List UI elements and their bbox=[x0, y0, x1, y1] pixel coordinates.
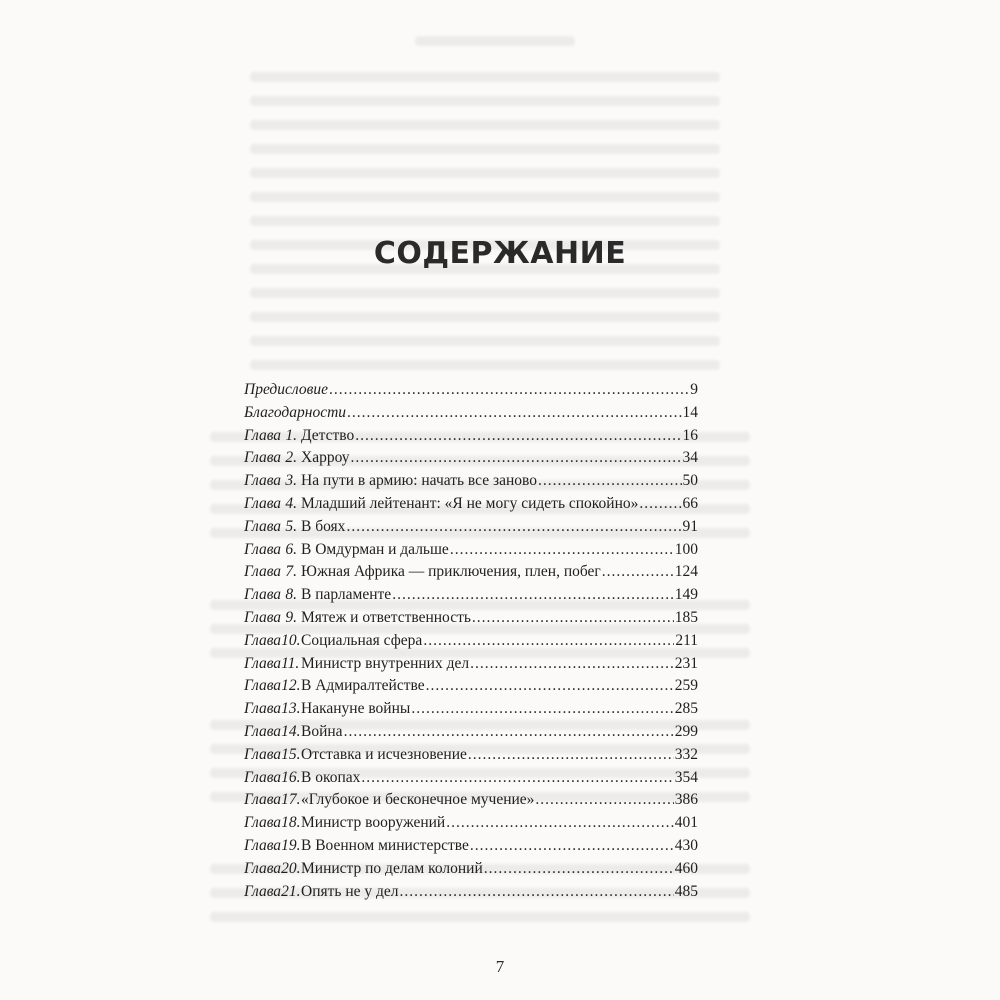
dot-leader bbox=[470, 655, 674, 673]
chapter-number: 11. bbox=[281, 654, 300, 672]
dot-leader bbox=[484, 860, 674, 878]
entry-page-number: 386 bbox=[674, 791, 698, 809]
toc-entry bbox=[244, 541, 698, 564]
dot-leader bbox=[639, 495, 681, 513]
dot-leader bbox=[538, 472, 682, 490]
entry-title: В окопах bbox=[301, 768, 361, 786]
dot-leader bbox=[426, 677, 674, 695]
entry-page-number: 485 bbox=[674, 882, 698, 900]
entry-page-number: 401 bbox=[674, 814, 698, 832]
chapter-number: 9. bbox=[285, 608, 297, 626]
chapter-number: 2. bbox=[285, 449, 297, 467]
entry-title: «Глубокое и бесконечное мучение» bbox=[301, 791, 535, 809]
entry-page-number: 259 bbox=[674, 677, 698, 695]
toc-entry bbox=[244, 518, 698, 541]
chapter-number: 15. bbox=[281, 745, 301, 763]
chapter-word: Глава bbox=[244, 882, 282, 900]
dot-leader bbox=[355, 427, 681, 445]
entry-title: Детство bbox=[301, 426, 355, 444]
dot-leader bbox=[361, 769, 673, 787]
entry-page-number: 91 bbox=[682, 517, 698, 535]
chapter-label bbox=[244, 677, 299, 695]
entry-title: В боях bbox=[301, 517, 346, 535]
toc-entry bbox=[244, 563, 698, 586]
chapter-label bbox=[244, 883, 299, 901]
table-of-contents bbox=[244, 381, 698, 905]
entry-title: Отставка и исчезновение bbox=[301, 745, 467, 763]
dot-leader bbox=[347, 404, 681, 422]
entry-title: Младший лейтенант: «Я не могу сидеть спокойно» bbox=[301, 494, 639, 512]
chapter-word: Глава bbox=[244, 586, 282, 604]
chapter-label bbox=[244, 495, 299, 513]
chapter-label bbox=[244, 700, 299, 718]
chapter-label bbox=[244, 655, 299, 673]
toc-entry bbox=[244, 814, 698, 837]
entry-title: Министр по делам колоний bbox=[301, 859, 483, 877]
entry-page-number: 66 bbox=[682, 494, 698, 512]
dot-leader bbox=[535, 791, 673, 809]
chapter-label bbox=[244, 563, 299, 581]
entry-title: В Омдурман и дальше bbox=[301, 540, 449, 558]
chapter-number: 10. bbox=[281, 631, 301, 649]
chapter-label bbox=[244, 860, 299, 878]
toc-entry bbox=[244, 860, 698, 883]
chapter-number: 3. bbox=[285, 472, 297, 490]
entry-title: В Военном министерстве bbox=[301, 836, 469, 854]
chapter-number: 4. bbox=[285, 494, 297, 512]
dot-leader bbox=[411, 700, 673, 718]
entry-page-number: 231 bbox=[674, 654, 698, 672]
dot-leader bbox=[446, 814, 674, 832]
entry-title: В Адмиралтействе bbox=[301, 677, 425, 695]
dot-leader bbox=[470, 837, 674, 855]
entry-title: Министр внутренних дел bbox=[301, 654, 470, 672]
chapter-word: Глава bbox=[244, 745, 282, 763]
chapter-word: Глава bbox=[244, 722, 282, 740]
chapter-label bbox=[244, 814, 299, 832]
dot-leader bbox=[350, 449, 681, 467]
toc-entry bbox=[244, 677, 698, 700]
toc-entry bbox=[244, 655, 698, 678]
entry-page-number: 50 bbox=[682, 472, 698, 490]
page-title: СОДЕРЖАНИЕ bbox=[373, 236, 627, 271]
chapter-word: Глава bbox=[244, 768, 282, 786]
entry-page-number: 14 bbox=[682, 403, 698, 421]
chapter-label bbox=[244, 837, 299, 855]
dot-leader bbox=[423, 632, 674, 650]
toc-entry bbox=[244, 586, 698, 609]
chapter-number: 8. bbox=[285, 586, 297, 604]
chapter-word: Глава bbox=[244, 836, 282, 854]
dot-leader bbox=[602, 563, 674, 581]
chapter-label bbox=[244, 746, 299, 764]
entry-page-number: 16 bbox=[682, 426, 698, 444]
toc-entry bbox=[244, 427, 698, 450]
chapter-word: Глава bbox=[244, 449, 282, 467]
chapter-word: Глава bbox=[244, 814, 282, 832]
entry-title: Министр вооружений bbox=[301, 814, 446, 832]
entry-page-number: 460 bbox=[674, 859, 698, 877]
chapter-number: 6. bbox=[285, 540, 297, 558]
toc-entry bbox=[244, 609, 698, 632]
chapter-word: Глава bbox=[244, 654, 282, 672]
chapter-word: Глава bbox=[244, 700, 282, 718]
entry-page-number: 9 bbox=[690, 381, 698, 398]
chapter-number: 18. bbox=[281, 814, 301, 832]
entry-title: Южная Африка — приключения, плен, побег bbox=[301, 563, 601, 581]
chapter-label bbox=[244, 632, 299, 650]
toc-entry bbox=[244, 746, 698, 769]
chapter-number: 19. bbox=[281, 836, 301, 854]
toc-entry bbox=[244, 381, 698, 404]
toc-entry bbox=[244, 495, 698, 518]
toc-entry bbox=[244, 632, 698, 655]
chapter-number: 5. bbox=[285, 517, 297, 535]
entry-page-number: 332 bbox=[674, 745, 698, 763]
chapter-word: Глава bbox=[244, 677, 282, 695]
dot-leader bbox=[329, 381, 689, 399]
chapter-label bbox=[244, 427, 299, 445]
entry-title: Накануне войны bbox=[301, 700, 411, 718]
chapter-word: Глава bbox=[244, 494, 282, 512]
chapter-label bbox=[244, 586, 299, 604]
chapter-word: Глава bbox=[244, 859, 282, 877]
toc-entry bbox=[244, 769, 698, 792]
chapter-number: 7. bbox=[285, 563, 297, 581]
chapter-word: Глава bbox=[244, 791, 282, 809]
chapter-label bbox=[244, 791, 299, 809]
entry-title: На пути в армию: начать все заново bbox=[301, 472, 537, 490]
entry-title: Мятеж и ответственность bbox=[301, 608, 471, 626]
entry-page-number: 285 bbox=[674, 700, 698, 718]
entry-title: Благодарности bbox=[244, 403, 347, 421]
chapter-number: 13. bbox=[281, 700, 301, 718]
chapter-label bbox=[244, 472, 299, 490]
chapter-word: Глава bbox=[244, 426, 282, 444]
entry-page-number: 34 bbox=[682, 449, 698, 467]
toc-entry bbox=[244, 472, 698, 495]
toc-entry bbox=[244, 449, 698, 472]
entry-page-number: 354 bbox=[674, 768, 698, 786]
entry-title: Харроу bbox=[301, 449, 350, 467]
entry-title: Опять не у дел bbox=[301, 882, 399, 900]
chapter-number: 21. bbox=[281, 882, 301, 900]
dot-leader bbox=[450, 541, 674, 559]
entry-page-number: 124 bbox=[674, 563, 698, 581]
toc-entry bbox=[244, 837, 698, 860]
toc-entry bbox=[244, 791, 698, 814]
chapter-number: 16. bbox=[281, 768, 301, 786]
entry-page-number: 185 bbox=[674, 608, 698, 626]
dot-leader bbox=[400, 883, 674, 901]
dot-leader bbox=[346, 518, 681, 536]
chapter-number: 17. bbox=[281, 791, 301, 809]
chapter-word: Глава bbox=[244, 540, 282, 558]
entry-title: Социальная сфера bbox=[301, 631, 423, 649]
dot-leader bbox=[468, 746, 674, 764]
chapter-word: Глава bbox=[244, 631, 282, 649]
chapter-word: Глава bbox=[244, 563, 282, 581]
entry-page-number: 211 bbox=[675, 631, 698, 649]
entry-title: Война bbox=[301, 722, 343, 740]
dot-leader bbox=[392, 586, 674, 604]
chapter-word: Глава bbox=[244, 517, 282, 535]
chapter-label bbox=[244, 769, 299, 787]
toc-entry bbox=[244, 700, 698, 723]
chapter-label bbox=[244, 609, 299, 627]
dot-leader bbox=[472, 609, 674, 627]
chapter-number: 14. bbox=[281, 722, 301, 740]
chapter-number: 1. bbox=[285, 426, 297, 444]
entry-title: Предисловие bbox=[244, 381, 328, 398]
entry-page-number: 299 bbox=[674, 722, 698, 740]
toc-entry bbox=[244, 723, 698, 746]
chapter-label bbox=[244, 449, 299, 467]
chapter-number: 20. bbox=[281, 859, 301, 877]
chapter-number: 12. bbox=[281, 677, 301, 695]
entry-page-number: 149 bbox=[674, 586, 698, 604]
chapter-label bbox=[244, 518, 299, 536]
toc-entry bbox=[244, 404, 698, 427]
chapter-word: Глава bbox=[244, 608, 282, 626]
chapter-label bbox=[244, 723, 299, 741]
page-number: 7 bbox=[495, 957, 505, 976]
toc-entry bbox=[244, 883, 698, 906]
entry-page-number: 100 bbox=[674, 540, 698, 558]
dot-leader bbox=[344, 723, 674, 741]
chapter-word: Глава bbox=[244, 472, 282, 490]
entry-title: В парламенте bbox=[301, 586, 392, 604]
entry-page-number: 430 bbox=[674, 836, 698, 854]
chapter-label bbox=[244, 541, 299, 559]
